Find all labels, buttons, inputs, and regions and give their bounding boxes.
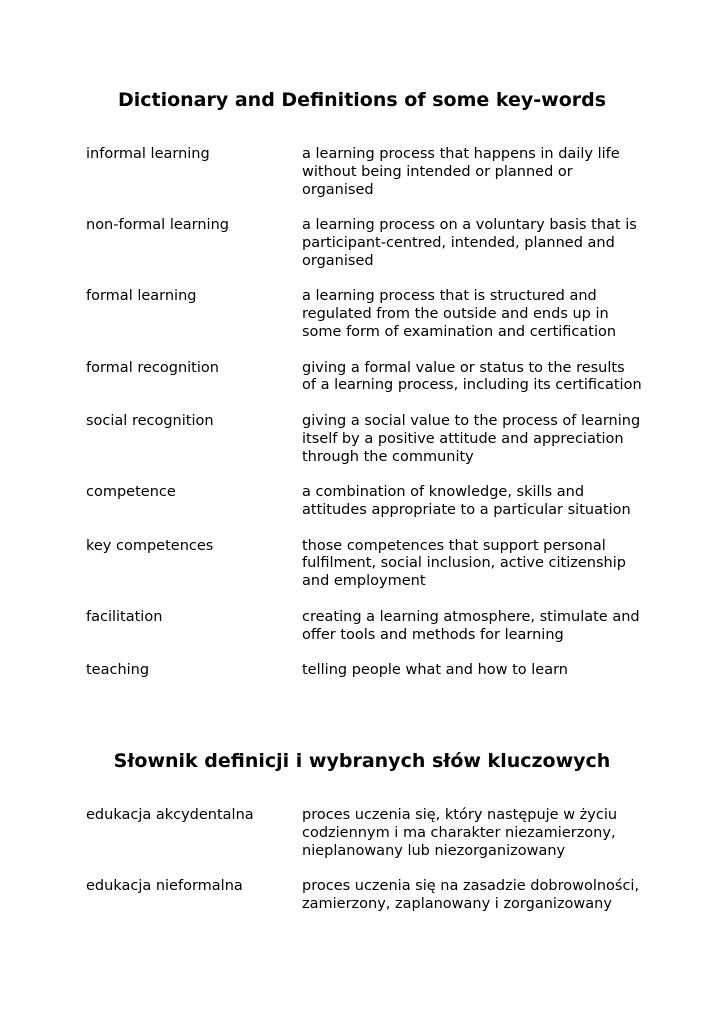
glossary-definition: a combination of knowledge, skills and attitudes appropriate to a particular situation — [302, 484, 631, 518]
glossary-entry — [86, 662, 646, 680]
glossary-entry — [86, 413, 646, 466]
english-glossary — [86, 146, 646, 698]
glossary-term: teaching — [86, 662, 150, 679]
glossary-entry — [86, 146, 646, 199]
glossary-entry — [86, 288, 646, 341]
glossary-entry — [86, 217, 646, 270]
glossary-definition: giving a formal value or status to the results of a learning process, including its certification — [302, 359, 642, 394]
polish-section-title: Słownik definicji i wybranych słów kluczowych — [113, 750, 611, 772]
english-section-title: Dictionary and Definitions of some key-words — [117, 89, 607, 111]
glossary-term: key competences — [86, 537, 214, 554]
glossary-definition: those competences that support personal fulfilment, social inclusion, active citizenship and employment — [302, 537, 626, 590]
glossary-entry — [86, 484, 646, 520]
glossary-term: formal learning — [86, 288, 197, 305]
glossary-entry — [86, 878, 646, 914]
glossary-term: formal recognition — [86, 359, 219, 376]
glossary-term: competence — [86, 484, 176, 501]
glossary-definition: a learning process that happens in daily life without being intended or planned or organised — [302, 146, 620, 198]
glossary-entry — [86, 538, 646, 591]
glossary-term: non-formal learning — [86, 217, 229, 234]
glossary-entry — [86, 360, 646, 396]
glossary-definition: proces uczenia się, który następuje w życiu codziennym i ma charakter niezamierzony, nieplanowany lub niezorganizowany — [302, 807, 618, 859]
glossary-term: edukacja nieformalna — [86, 878, 243, 895]
glossary-term: social recognition — [86, 412, 214, 429]
glossary-definition: proces uczenia się na zasadzie dobrowolności, zamierzony, zaplanowany i zorganizowany — [302, 878, 640, 912]
glossary-definition: creating a learning atmosphere, stimulate and offer tools and methods for learning — [302, 608, 640, 643]
glossary-entry — [86, 609, 646, 645]
glossary-entry — [86, 807, 646, 860]
glossary-definition: telling people what and how to learn — [302, 662, 568, 679]
polish-glossary — [86, 807, 646, 932]
glossary-term: informal learning — [86, 146, 210, 162]
glossary-definition: a learning process that is structured and regulated from the outside and ends up in some form of examination and certification — [302, 288, 617, 340]
glossary-term: edukacja akcydentalna — [86, 807, 254, 823]
glossary-definition: a learning process on a voluntary basis that is participant-centred, intended, planned and organised — [302, 217, 637, 269]
glossary-term: facilitation — [86, 608, 163, 625]
glossary-definition: giving a social value to the process of learning itself by a positive attitude and appreciation through the community — [302, 412, 641, 465]
